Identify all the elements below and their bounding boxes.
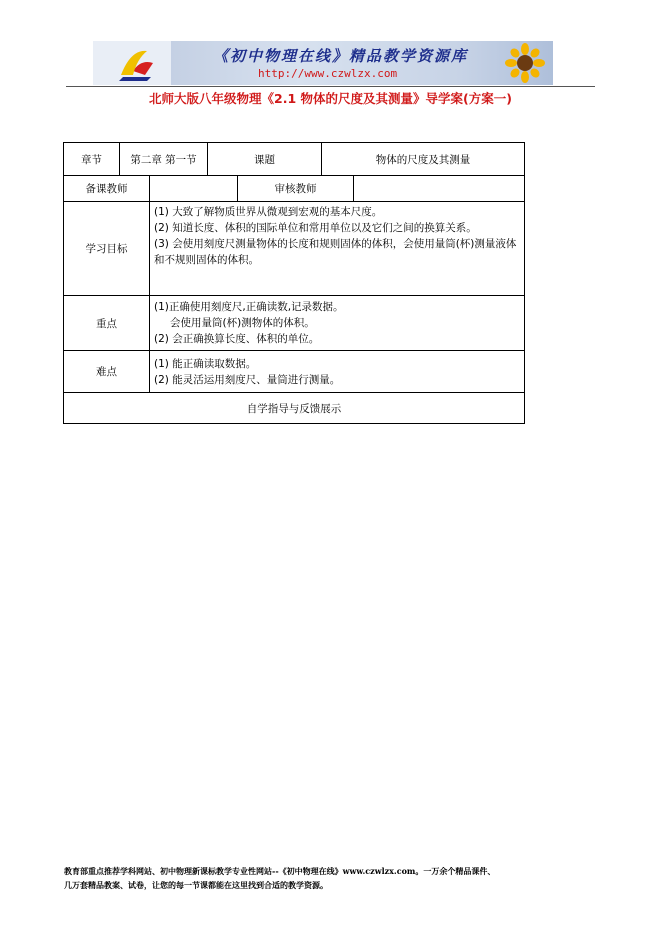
review-teacher-value [354, 176, 525, 202]
objective-item: (1) 大致了解物质世界从微观到宏观的基本尺度。 [154, 206, 383, 218]
chapter-value: 第二章 第一节 [120, 143, 208, 176]
table-row [64, 176, 525, 202]
difficulties-label: 难点 [64, 351, 150, 393]
key-point-item: (1)正确使用刻度尺,正确读数,记录数据。 [154, 301, 344, 313]
key-points-content [150, 296, 525, 351]
objectives-label: 学习目标 [64, 202, 150, 296]
chapter-label: 章节 [64, 143, 120, 176]
table-row [64, 393, 525, 424]
footer-line: 几万套精品教案、试卷，让您的每一节课都能在这里找到合适的教学资源。 [64, 880, 328, 890]
table-row [64, 202, 525, 296]
topic-value: 物体的尺度及其测量 [322, 143, 525, 176]
footer-line: 教育部重点推荐学科网站、初中物理新课标教学专业性网站--《初中物理在线》www.czwlzx.com。一万余个精品课件、 [64, 866, 496, 876]
header-rule [66, 86, 595, 87]
objective-item: (2) 知道长度、体积的国际单位和常用单位以及它们之间的换算关系。 [154, 222, 477, 234]
difficulties-content [150, 351, 525, 393]
topic-label: 课题 [208, 143, 322, 176]
objective-item: (3) 会使用刻度尺测量物体的长度和规则固体的体积，会使用量筒(杯)测量液体和不规则固体的体积。 [154, 238, 517, 266]
logo-icon [93, 41, 171, 85]
section-title: 自学指导与反馈展示 [64, 393, 525, 424]
table-row [64, 143, 525, 176]
difficulty-item: (2) 能灵活运用刻度尺、量筒进行测量。 [154, 373, 341, 386]
objectives-content [150, 202, 525, 296]
lesson-plan-table [63, 142, 525, 424]
table-row [64, 351, 525, 393]
difficulty-item: (1) 能正确读取数据。 [154, 357, 257, 370]
key-point-item: 会使用量筒(杯)测物体的体积。 [170, 317, 315, 329]
document-title: 北师大版八年级物理《2.1 物体的尺度及其测量》导学案(方案一) [149, 91, 512, 106]
site-logo [93, 41, 171, 85]
page-footer [64, 864, 604, 892]
key-point-item: (2) 会正确换算长度、体积的单位。 [154, 333, 320, 345]
key-points-label: 重点 [64, 296, 150, 351]
banner-url[interactable]: http://www.czwlzx.com [258, 67, 398, 80]
review-teacher-label: 审核教师 [238, 176, 354, 202]
banner-title: 《初中物理在线》精品教学资源库 [213, 47, 469, 65]
header-banner [93, 41, 553, 85]
table-row [64, 296, 525, 351]
prep-teacher-label: 备课教师 [64, 176, 150, 202]
sunflower-icon [503, 43, 547, 83]
prep-teacher-value [150, 176, 238, 202]
